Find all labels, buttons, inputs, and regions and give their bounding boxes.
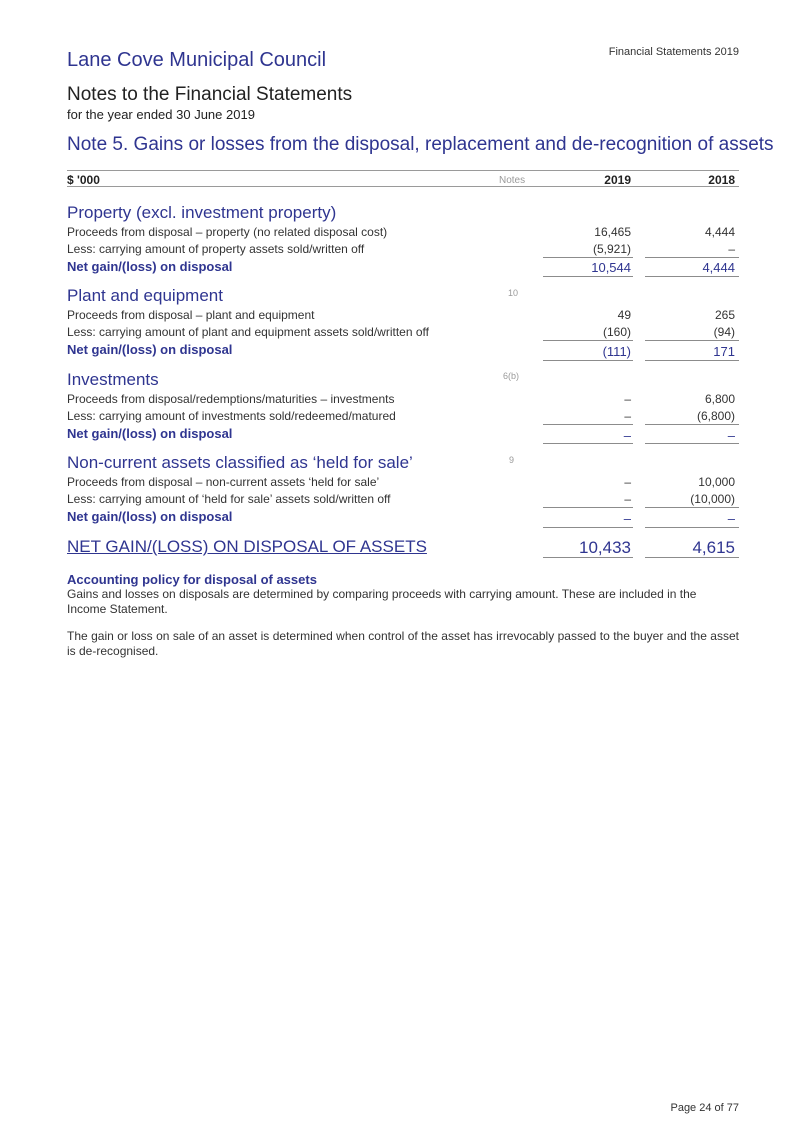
value-2019: – <box>624 492 631 506</box>
net-rule <box>543 360 633 361</box>
year-2019-header: 2019 <box>604 173 631 187</box>
subtotal-rule <box>645 507 739 508</box>
statements-label: Financial Statements 2019 <box>608 46 739 58</box>
row-label: Less: carrying amount of plant and equipment assets sold/written off <box>67 325 429 339</box>
net-value-2018: – <box>727 511 735 526</box>
subtotal-rule <box>645 340 739 341</box>
notes-title: Notes to the Financial Statements <box>67 84 353 105</box>
value-2019: 16,465 <box>594 225 631 239</box>
unit-header: $ '000 <box>67 173 100 187</box>
note-ref: 6(b) <box>503 371 520 381</box>
row-label: Proceeds from disposal – non-current assets ‘held for sale’ <box>67 475 380 489</box>
row-label: Proceeds from disposal/redemptions/maturities – investments <box>67 392 395 406</box>
section-title-plant: Plant and equipment <box>67 286 223 305</box>
net-label: Net gain/(loss) on disposal <box>67 259 233 274</box>
total-rule <box>645 557 739 558</box>
net-label: Net gain/(loss) on disposal <box>67 426 233 441</box>
net-value-2018: 4,444 <box>702 260 735 275</box>
section-title-property: Property (excl. investment property) <box>67 203 337 222</box>
value-2019: (160) <box>602 325 631 339</box>
row-label: Proceeds from disposal – property (no related disposal cost) <box>67 225 388 239</box>
section-title-held-for-sale: Non-current assets classified as ‘held for sale’ <box>67 453 413 472</box>
policy-paragraph-2: The gain or loss on sale of an asset is determined when control of the asset has irrevocably passed to the buyer and the asset is de-recognised. <box>67 629 739 658</box>
row-label: Less: carrying amount of property assets sold/written off <box>67 242 365 256</box>
note-ref: 9 <box>509 455 515 465</box>
value-2019: – <box>624 475 631 489</box>
page-number: Page 24 of 77 <box>670 1102 739 1114</box>
value-2019: (5,921) <box>592 242 631 256</box>
value-2018: (10,000) <box>690 492 735 506</box>
net-rule <box>543 527 633 528</box>
year-subtitle: for the year ended 30 June 2019 <box>67 107 255 122</box>
net-value-2019: – <box>623 428 631 443</box>
net-rule <box>645 360 739 361</box>
total-value-2019: 10,433 <box>579 538 631 557</box>
total-rule <box>543 557 633 558</box>
value-2018: 10,000 <box>698 475 735 489</box>
net-value-2019: – <box>623 511 631 526</box>
notes-header: Notes <box>499 175 526 186</box>
row-label: Proceeds from disposal – plant and equipment <box>67 308 315 322</box>
net-value-2019: (111) <box>602 344 631 359</box>
value-2018: 4,444 <box>704 225 735 239</box>
total-label: NET GAIN/(LOSS) ON DISPOSAL OF ASSETS <box>67 537 427 556</box>
net-label: Net gain/(loss) on disposal <box>67 342 233 357</box>
subtotal-rule <box>543 340 633 341</box>
row-label: Less: carrying amount of ‘held for sale’ assets sold/written off <box>67 492 391 506</box>
policy-paragraph-1: Gains and losses on disposals are determined by comparing proceeds with carrying amount. These are included in the Income Statement. <box>67 587 697 616</box>
net-rule <box>645 527 739 528</box>
value-2018: – <box>728 242 735 256</box>
section-title-investments: Investments <box>67 370 159 389</box>
value-2018: (94) <box>713 325 735 339</box>
net-rule <box>645 276 739 277</box>
subtotal-rule <box>543 424 633 425</box>
header-top-rule <box>67 170 739 171</box>
subtotal-rule <box>543 257 633 258</box>
net-rule <box>543 443 633 444</box>
net-value-2018: 171 <box>713 344 735 359</box>
subtotal-rule <box>645 257 739 258</box>
net-rule <box>645 443 739 444</box>
net-value-2018: – <box>727 428 735 443</box>
policy-heading: Accounting policy for disposal of assets <box>67 572 317 587</box>
header-bottom-rule <box>67 186 739 187</box>
net-rule <box>543 276 633 277</box>
note-title: Note 5. Gains or losses from the disposal, replacement and de-recognition of assets <box>67 134 774 155</box>
net-label: Net gain/(loss) on disposal <box>67 509 233 524</box>
value-2019: – <box>624 392 631 406</box>
row-label: Less: carrying amount of investments sold/redeemed/matured <box>67 409 396 423</box>
subtotal-rule <box>543 507 633 508</box>
value-2019: 49 <box>617 308 631 322</box>
year-2018-header: 2018 <box>708 173 735 187</box>
value-2018: 265 <box>714 308 735 322</box>
note-ref: 10 <box>508 288 519 298</box>
net-value-2019: 10,544 <box>591 260 631 275</box>
value-2018: (6,800) <box>696 409 735 423</box>
total-value-2018: 4,615 <box>692 538 735 557</box>
subtotal-rule <box>645 424 739 425</box>
council-name: Lane Cove Municipal Council <box>67 49 327 71</box>
value-2019: – <box>624 409 631 423</box>
value-2018: 6,800 <box>704 392 735 406</box>
